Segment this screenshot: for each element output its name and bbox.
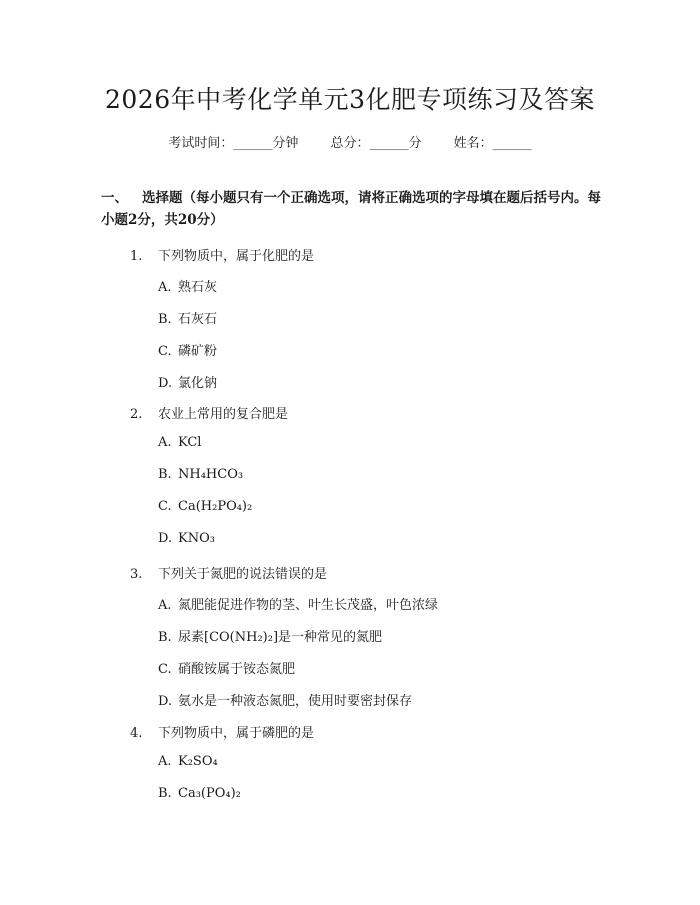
option-letter: B.: [158, 312, 172, 327]
option-letter: C.: [158, 662, 172, 677]
option-letter: D.: [158, 376, 173, 391]
question-1: [130, 245, 314, 264]
section-number: 一、: [101, 190, 128, 206]
option-1d: [158, 372, 217, 391]
option-text: 石灰石: [178, 312, 218, 327]
option-letter: C.: [158, 344, 172, 359]
option-letter: D.: [158, 694, 173, 709]
option-text: 硝酸铵属于铵态氮肥: [178, 662, 296, 677]
option-1c: [158, 340, 217, 359]
question-number: 2.: [130, 407, 143, 422]
question-4: [130, 722, 314, 741]
option-letter: A.: [158, 598, 172, 613]
question-text: 下列关于氮肥的说法错误的是: [158, 567, 328, 582]
option-1b: [158, 308, 217, 327]
option-letter: B.: [158, 786, 172, 801]
option-text: KNO₃: [178, 531, 215, 546]
option-3d: [158, 690, 412, 709]
question-3: [130, 563, 327, 582]
question-2: [130, 403, 288, 422]
question-number: 1.: [130, 249, 143, 264]
option-text: 氮肥能促进作物的茎、叶生长茂盛，叶色浓绿: [178, 598, 439, 613]
name-field: 姓名：______: [453, 136, 532, 151]
option-2b: [158, 467, 243, 482]
section-heading: [101, 187, 606, 231]
question-text: 下列物质中，属于磷肥的是: [158, 726, 315, 741]
option-2d: [158, 531, 215, 546]
option-3c: [158, 658, 295, 677]
option-text: 尿素[CO(NH₂)₂]是一种常见的氮肥: [178, 630, 383, 645]
question-text: 下列物质中，属于化肥的是: [158, 249, 315, 264]
option-text: 氨水是一种液态氮肥，使用时要密封保存: [178, 694, 413, 709]
option-letter: A.: [158, 435, 172, 450]
option-1a: [158, 276, 217, 295]
option-2a: [158, 435, 201, 450]
exam-info: [0, 132, 700, 151]
option-4a: [158, 754, 218, 769]
option-text: 熟石灰: [178, 280, 218, 295]
page-title: 2026年中考化学单元3化肥专项练习及答案: [104, 85, 596, 114]
option-3a: [158, 594, 438, 613]
option-letter: A.: [158, 754, 172, 769]
question-number: 4.: [130, 726, 143, 741]
option-3b: [158, 626, 382, 645]
option-text: 氯化钠: [178, 376, 218, 391]
question-text: 农业上常用的复合肥是: [158, 407, 289, 422]
option-text: KCl: [178, 435, 202, 450]
option-letter: A.: [158, 280, 172, 295]
option-text: K₂SO₄: [178, 754, 218, 769]
option-2c: [158, 499, 252, 514]
option-text: NH₄HCO₃: [178, 467, 244, 482]
option-4b: [158, 786, 241, 801]
option-text: Ca₃(PO₄)₂: [178, 786, 241, 801]
option-letter: B.: [158, 467, 172, 482]
question-number: 3.: [130, 567, 143, 582]
total-score-field: 总分：______分: [330, 136, 422, 151]
section-instructions: 选择题（每小题只有一个正确选项，请将正确选项的字母填在题后括号内。每小题2分，共20分）: [101, 190, 601, 228]
exam-time-field: 考试时间：______分钟: [168, 136, 299, 151]
option-text: 磷矿粉: [178, 344, 218, 359]
option-text: Ca(H₂PO₄)₂: [178, 499, 253, 514]
option-letter: D.: [158, 531, 173, 546]
option-letter: B.: [158, 630, 172, 645]
option-letter: C.: [158, 499, 172, 514]
